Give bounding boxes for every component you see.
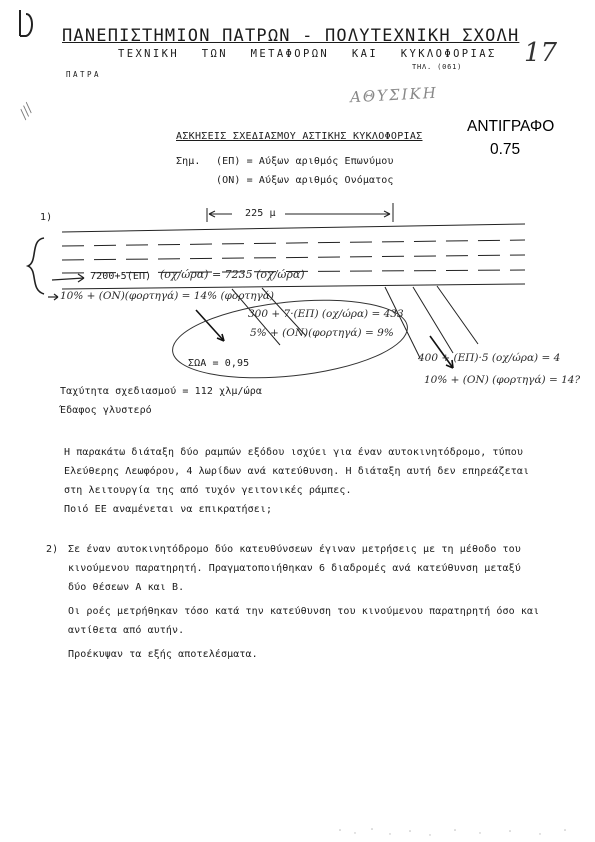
city-label: ΠΑΤΡΑ: [66, 70, 102, 79]
distance-label: 225 μ: [242, 208, 279, 219]
problem2-text-line4: Οι ροές μετρήθηκαν τόσο κατά την κατεύθυνση του κινούμενου παρατηρητή όσο και: [68, 606, 540, 617]
problem1-text-line4: Ποιό ΕΕ αναμένεται να επικρατήσει;: [64, 504, 273, 515]
road-edge-bottom: [62, 284, 525, 289]
note-ep: (ΕΠ) = Αύξων αριθμός Επωνύμου: [216, 156, 394, 167]
page-mark: 17: [524, 38, 558, 68]
problem1-text-line2: Ελεύθερης Λεωφόρου, 4 λωρίδων ανά κατεύθυνση. Η διάταξη αυτή δεν επηρεάζεται: [64, 466, 530, 477]
phone-label: ΤΗΛ. (061): [412, 63, 463, 71]
copy-stamp-number: 0.75: [490, 141, 521, 158]
circled-annotation: [169, 290, 411, 388]
on-ramp-trucks: 5% + (ΟΝ)(φορτηγά) = 9%: [250, 327, 394, 339]
university-title: ΠΑΝΕΠΙΣΤΗΜΙΟΝ ΠΑΤΡΩΝ - ΠΟΛΥΤΕΧΝΙΚΗ ΣΧΟΛΗ: [62, 26, 520, 46]
problem2-text-line2: κινούμενου παρατηρητή. Πραγματοποιήθηκαν 6 διαδρομές ανά κατεύθυνση μεταξύ: [68, 563, 521, 574]
off-ramp-flow: 400 + (ΕΠ)·5 (οχ/ώρα) = 4: [418, 352, 561, 364]
terrain: Έδαφος γλυστερό: [60, 405, 152, 416]
problem2-number: 2): [46, 544, 59, 555]
problem1-text-line1: Η παρακάτω διάταξη δύο ραμπών εξόδου ισχύει για έναν αυτοκινητόδρομο, τύπου: [64, 447, 524, 458]
note-prefix: Σημ.: [176, 156, 201, 167]
note-on: (ΟΝ) = Αύξων αριθμός Ονόματος: [216, 175, 394, 186]
copy-stamp-label: ΑΝΤΙΓΡΑΦΟ: [467, 118, 555, 135]
off-ramp-trucks: 10% + (ΟΝ) (φορτηγά) = 14?: [424, 374, 581, 386]
problem1-number: 1): [40, 212, 53, 223]
exercise-title: ΑΣΚΗΣΕΙΣ ΣΧΕΔΙΑΣΜΟΥ ΑΣΤΙΚΗΣ ΚΥΚΛΟΦΟΡΙΑΣ: [176, 131, 423, 142]
on-ramp-flow: 300 + 7·(ΕΠ) (οχ/ώρα) = 433: [248, 308, 404, 320]
phf-value: ΣΩΑ = 0,95: [188, 358, 250, 369]
problem1-text-line3: στη λειτουργία της από τυχόν γειτονικές ράμπες.: [64, 485, 352, 496]
main-flow-unit: (οχ/ώρα) = 7235 (οχ/ώρα): [160, 268, 305, 281]
main-flow: 7200+5(ΕΠ): [90, 271, 152, 282]
problem2-text-line6: Προέκυψαν τα εξής αποτελέσματα.: [68, 649, 258, 660]
road-edge-top: [62, 224, 525, 232]
main-trucks: 10% + (ΟΝ)(φορτηγά) = 14% (φορτηγά): [60, 290, 274, 302]
design-speed: Ταχύτητα σχεδιασμού = 112 χλμ/ώρα: [60, 386, 262, 397]
handwritten-scribble: ΑΘΥΣΙΚΗ: [349, 83, 439, 107]
left-brace: [28, 238, 44, 294]
scan-noise: [0, 800, 595, 842]
problem2-text-line3: δύο θέσεων Α και Β.: [68, 582, 185, 593]
distance-dimension: [207, 203, 393, 222]
problem2-text-line1: Σε έναν αυτοκινητόδρομο δύο κατευθύνσεων έγιναν μετρήσεις με τη μέθοδο του: [68, 544, 521, 555]
margin-scribble: ///: [16, 101, 37, 122]
problem2-text-line5: αντίθετα από αυτήν.: [68, 625, 185, 636]
department-name: ΤΕΧΝΙΚΗ ΤΩΝ ΜΕΤΑΦΟΡΩΝ ΚΑΙ ΚΥΚΛΟΦΟΡΙΑΣ: [118, 48, 497, 60]
